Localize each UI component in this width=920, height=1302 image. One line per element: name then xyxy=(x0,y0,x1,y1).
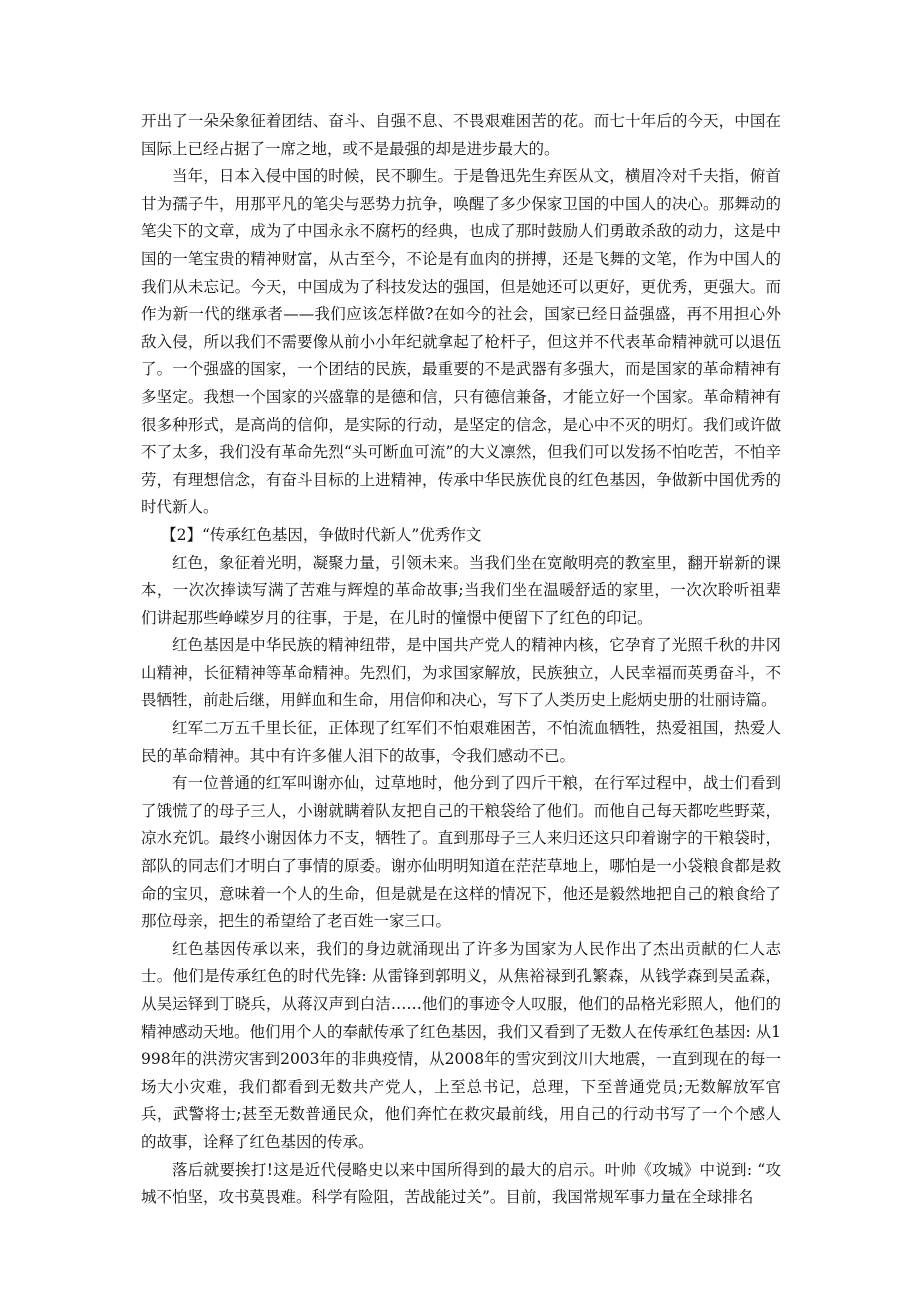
paragraph-backwardness: 落后就要挨打!这是近代侵略史以来中国所得到的最大的启示。叶帅《攻城》中说到: “攻城不怕坚，攻书莫畏难。科学有险阻，苦战能过关”。目前，我国常规军事力量在全球排名 xyxy=(141,1160,781,1207)
paragraph-xie-yixian: 有一位普通的红军叫谢亦仙，过草地时，他分到了四斤干粮，在行军过程中，战士们看到了饿慌了的母子三人，小谢就瞒着队友把自己的干粮袋给了他们。而他自己每天都吃些野菜，凉水充饥。最终小谢因体力不支，牺牲了。直到那母子三人来归还这只印着谢字的干粮袋时，部队的同志们才明白了事情的原委。谢亦仙明明知道在茫茫草地上，哪怕是一小袋粮食都是救命的宝贝，意味着一个人的生命，但是就是在这样的情况下，他还是毅然地把自己的粮食给了那位母亲，把生的希望给了老百姓一家三口。 xyxy=(141,774,781,931)
paragraph-long-march: 红军二万五千里长征，正体现了红军们不怕艰难困苦，不怕流血牺牲，热爱祖国，热爱人民的革命精神。其中有许多催人泪下的故事，令我们感动不已。 xyxy=(141,719,781,765)
paragraph-red-gene: 红色基因是中华民族的精神纽带，是中国共产党人的精神内核，它孕育了光照千秋的井冈山精神，长征精神等革命精神。先烈们，为求国家解放，民族独立，人民幸福而英勇奋斗，不畏牺牲，前赴后继，用鲜血和生命，用信仰和决心，写下了人类历史上彪炳史册的壮丽诗篇。 xyxy=(141,636,781,710)
essay-heading: 【2】“传承红色基因，争做时代新人”优秀作文 xyxy=(161,525,482,544)
paragraph-continued: 开出了一朵朵象征着团结、奋斗、自强不息、不畏艰难困苦的花。而七十年后的今天，中国在国际上已经占据了一席之地，或不是最强的却是进步最大的。 xyxy=(141,112,781,158)
paragraph-heritage: 红色基因传承以来，我们的身边就涌现出了许多为国家为人民作出了杰出贡献的仁人志士。他们是传承红色的时代先锋: 从雷锋到郭明义，从焦裕禄到孔繁森，从钱学森到吴孟森，从吴运铎到丁晓兵，从蒋汉声到白洁……他们的事迹令人叹服，他们的品格光彩照人，他们的精神感动天地。他们用个人的奉献传承了红色基因，我们又看到了无数人在传承红色基因: 从1998年的洪涝灾害到2003年的非典疫情，从2008年的雪灾到汶川大地震，一直到现在的每一场大小灾难，我们都看到无数共产党人，上至总书记，总理，下至普通党员;无数解放军官兵，武警将士;甚至无数普通民众，他们奔忙在救灾最前线，用自己的行动书写了一个个感人的故事，诠释了红色基因的传承。 xyxy=(141,939,782,1151)
paragraph-lu-xun: 当年，日本入侵中国的时候，民不聊生。于是鲁迅先生弃医从文，横眉冷对千夫指，俯首甘为孺子牛，用那平凡的笔尖与恶势力抗争，唤醒了多少保家卫国的中国人的决心。那舞动的笔尖下的文章，成为了中国永永不腐朽的经典，也成了那时鼓励人们勇敢杀敌的动力，这是中国的一笔宝贵的精神财富，从古至今，不论是有血肉的拼搏，还是飞舞的文笔，作为中国人的我们从未忘记。今天，中国成为了科技发达的强国，但是她还可以更好，更优秀，更强大。而作为新一代的继承者——我们应该怎样做?在如今的社会，国家已经日益强盛，再不用担心外敌入侵，所以我们不需要像从前小小年纪就拿起了枪杆子，但这并不代表革命精神就可以退伍了。一个强盛的国家，一个团结的民族，最重要的不是武器有多强大，而是国家的革命精神有多坚定。我想一个国家的兴盛靠的是德和信，只有德信兼备，才能立好一个国家。革命精神有很多种形式，是高尚的信仰，是实际的行动，是坚定的信念，是心中不灭的明灯。我们或许做不了太多，我们没有革命先烈“头可断血可流”的大义凛然，但我们可以发扬不怕吃苦，不怕辛劳，有理想信念，有奋斗目标的上进精神，传承中华民族优良的红色基因，争做新中国优秀的时代新人。 xyxy=(141,167,781,517)
document-page xyxy=(141,108,781,1212)
paragraph-red-meaning: 红色，象征着光明，凝聚力量，引领未来。当我们坐在宽敞明亮的教室里，翻开崭新的课本，一次次捧读写满了苦难与辉煌的革命故事;当我们坐在温暖舒适的家里，一次次聆听祖辈们讲起那些峥嵘岁月的往事，于是，在儿时的憧憬中便留下了红色的印记。 xyxy=(141,553,781,627)
